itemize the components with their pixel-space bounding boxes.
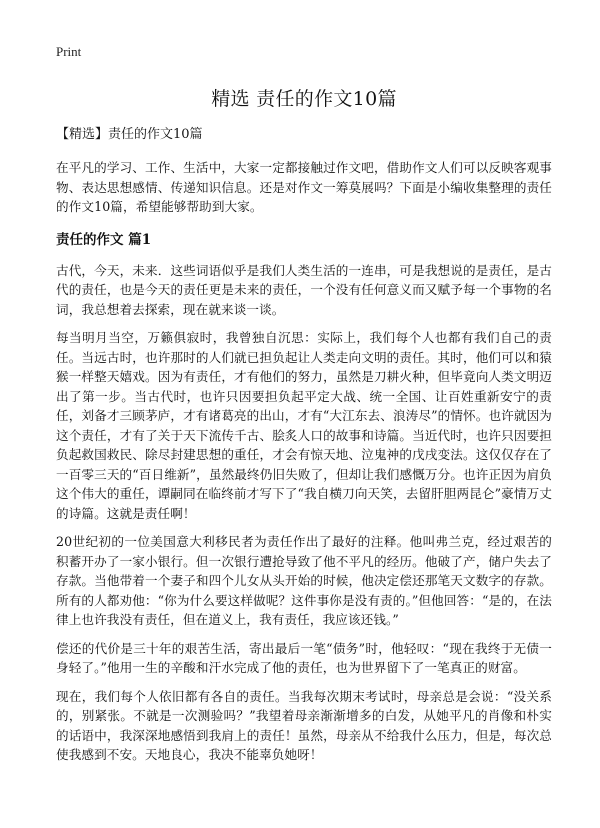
intro-paragraph: 在平凡的学习、工作、生活中，大家一定都接触过作文吧，借助作文人们可以反映客观事物、表达思想感情、传递知识信息。还是对作文一筹莫展吗？下面是小编收集整理的责任的作文10篇，希望能够帮助到大家。 (56, 160, 552, 214)
body-paragraph: 20世纪初的一位美国意大利移民者为责任作出了最好的注释。他叫弗兰克，经过艰苦的积蓄开办了一家小银行。但一次银行遭抢导致了他不平凡的经历。他破了产，储户失去了存款。当他带着一个妻子和四个儿女从头开始的时候，他决定偿还那笔天文数字的存款。所有的人都劝他：“你为什么要这样做呢？这件事你是没有责的。”但他回答：“是的，在法律上也许我没有责任，但在道义上，我有责任，我应该还钱。” (56, 534, 552, 627)
print-label: Print (56, 44, 82, 59)
body-paragraph: 古代，今天，未来．这些词语似乎是我们人类生活的一连串，可是我想说的是责任，是古代的责任，也是今天的责任更是未来的责任，一个没有任何意义而又赋予每一个事物的名词，我总想着去探索，现在就来谈一谈。 (56, 262, 552, 317)
body-paragraph: 偿还的代价是三十年的艰苦生活，寄出最后一笔“债务”时，他轻叹：“现在我终于无债一身轻了。”他用一生的辛酸和汗水完成了他的责任，也为世界留下了一笔真正的财富。 (56, 640, 552, 675)
section-heading: 责任的作文 篇1 (56, 231, 152, 248)
body-paragraph: 现在，我们每个人依旧都有各自的责任。当我每次期末考试时，母亲总是会说：“没关系的，别紧张。不就是一次测验吗？”我望着母亲渐渐增多的白发，从她平凡的肖像和朴实的话语中，我深深地感悟到我肩上的责任！虽然，母亲从不给我什么压力，但是，每次总使我感到不安。天地良心，我决不能辜负她呀！ (56, 688, 552, 762)
document-page (56, 44, 552, 774)
body-paragraph: 每当明月当空，万籁俱寂时，我曾独自沉思：实际上，我们每个人也都有我们自己的责任。当远古时，也许那时的人们就已担负起让人类走向文明的责任。其时，他们可以和猿猴一样整天嬉戏。因为有责任，才有他们的努力，虽然是刀耕火种，但毕竟向人类文明迈出了第一步。当古代时，也许只因要担负起平定大战、统一全国、让百姓重新安宁的责任，刘备才三顾茅庐，才有诸葛亮的出山，才有“大江东去、浪涛尽”的情怀。也许就因为这个责任，才有了关于天下流传千古、脍炙人口的故事和诗篇。当近代时，也许只因要担负起救国救民、除尽封建思想的重任，才会有惊天地、泣鬼神的戊戌变法。这仅仅存在了一百零三天的“百日维新”，虽然最终仍旧失败了，但却让我们感慨万分。也许正因为肩负这个伟大的重任，谭嗣同在临终前才写下了“我自横刀向天笑，去留肝胆两昆仑”豪情万丈的诗篇。这就是责任啊！ (56, 330, 552, 521)
document-subtitle: 【精选】责任的作文10篇 (56, 127, 203, 142)
document-title: 精选 责任的作文10篇 (211, 88, 397, 110)
